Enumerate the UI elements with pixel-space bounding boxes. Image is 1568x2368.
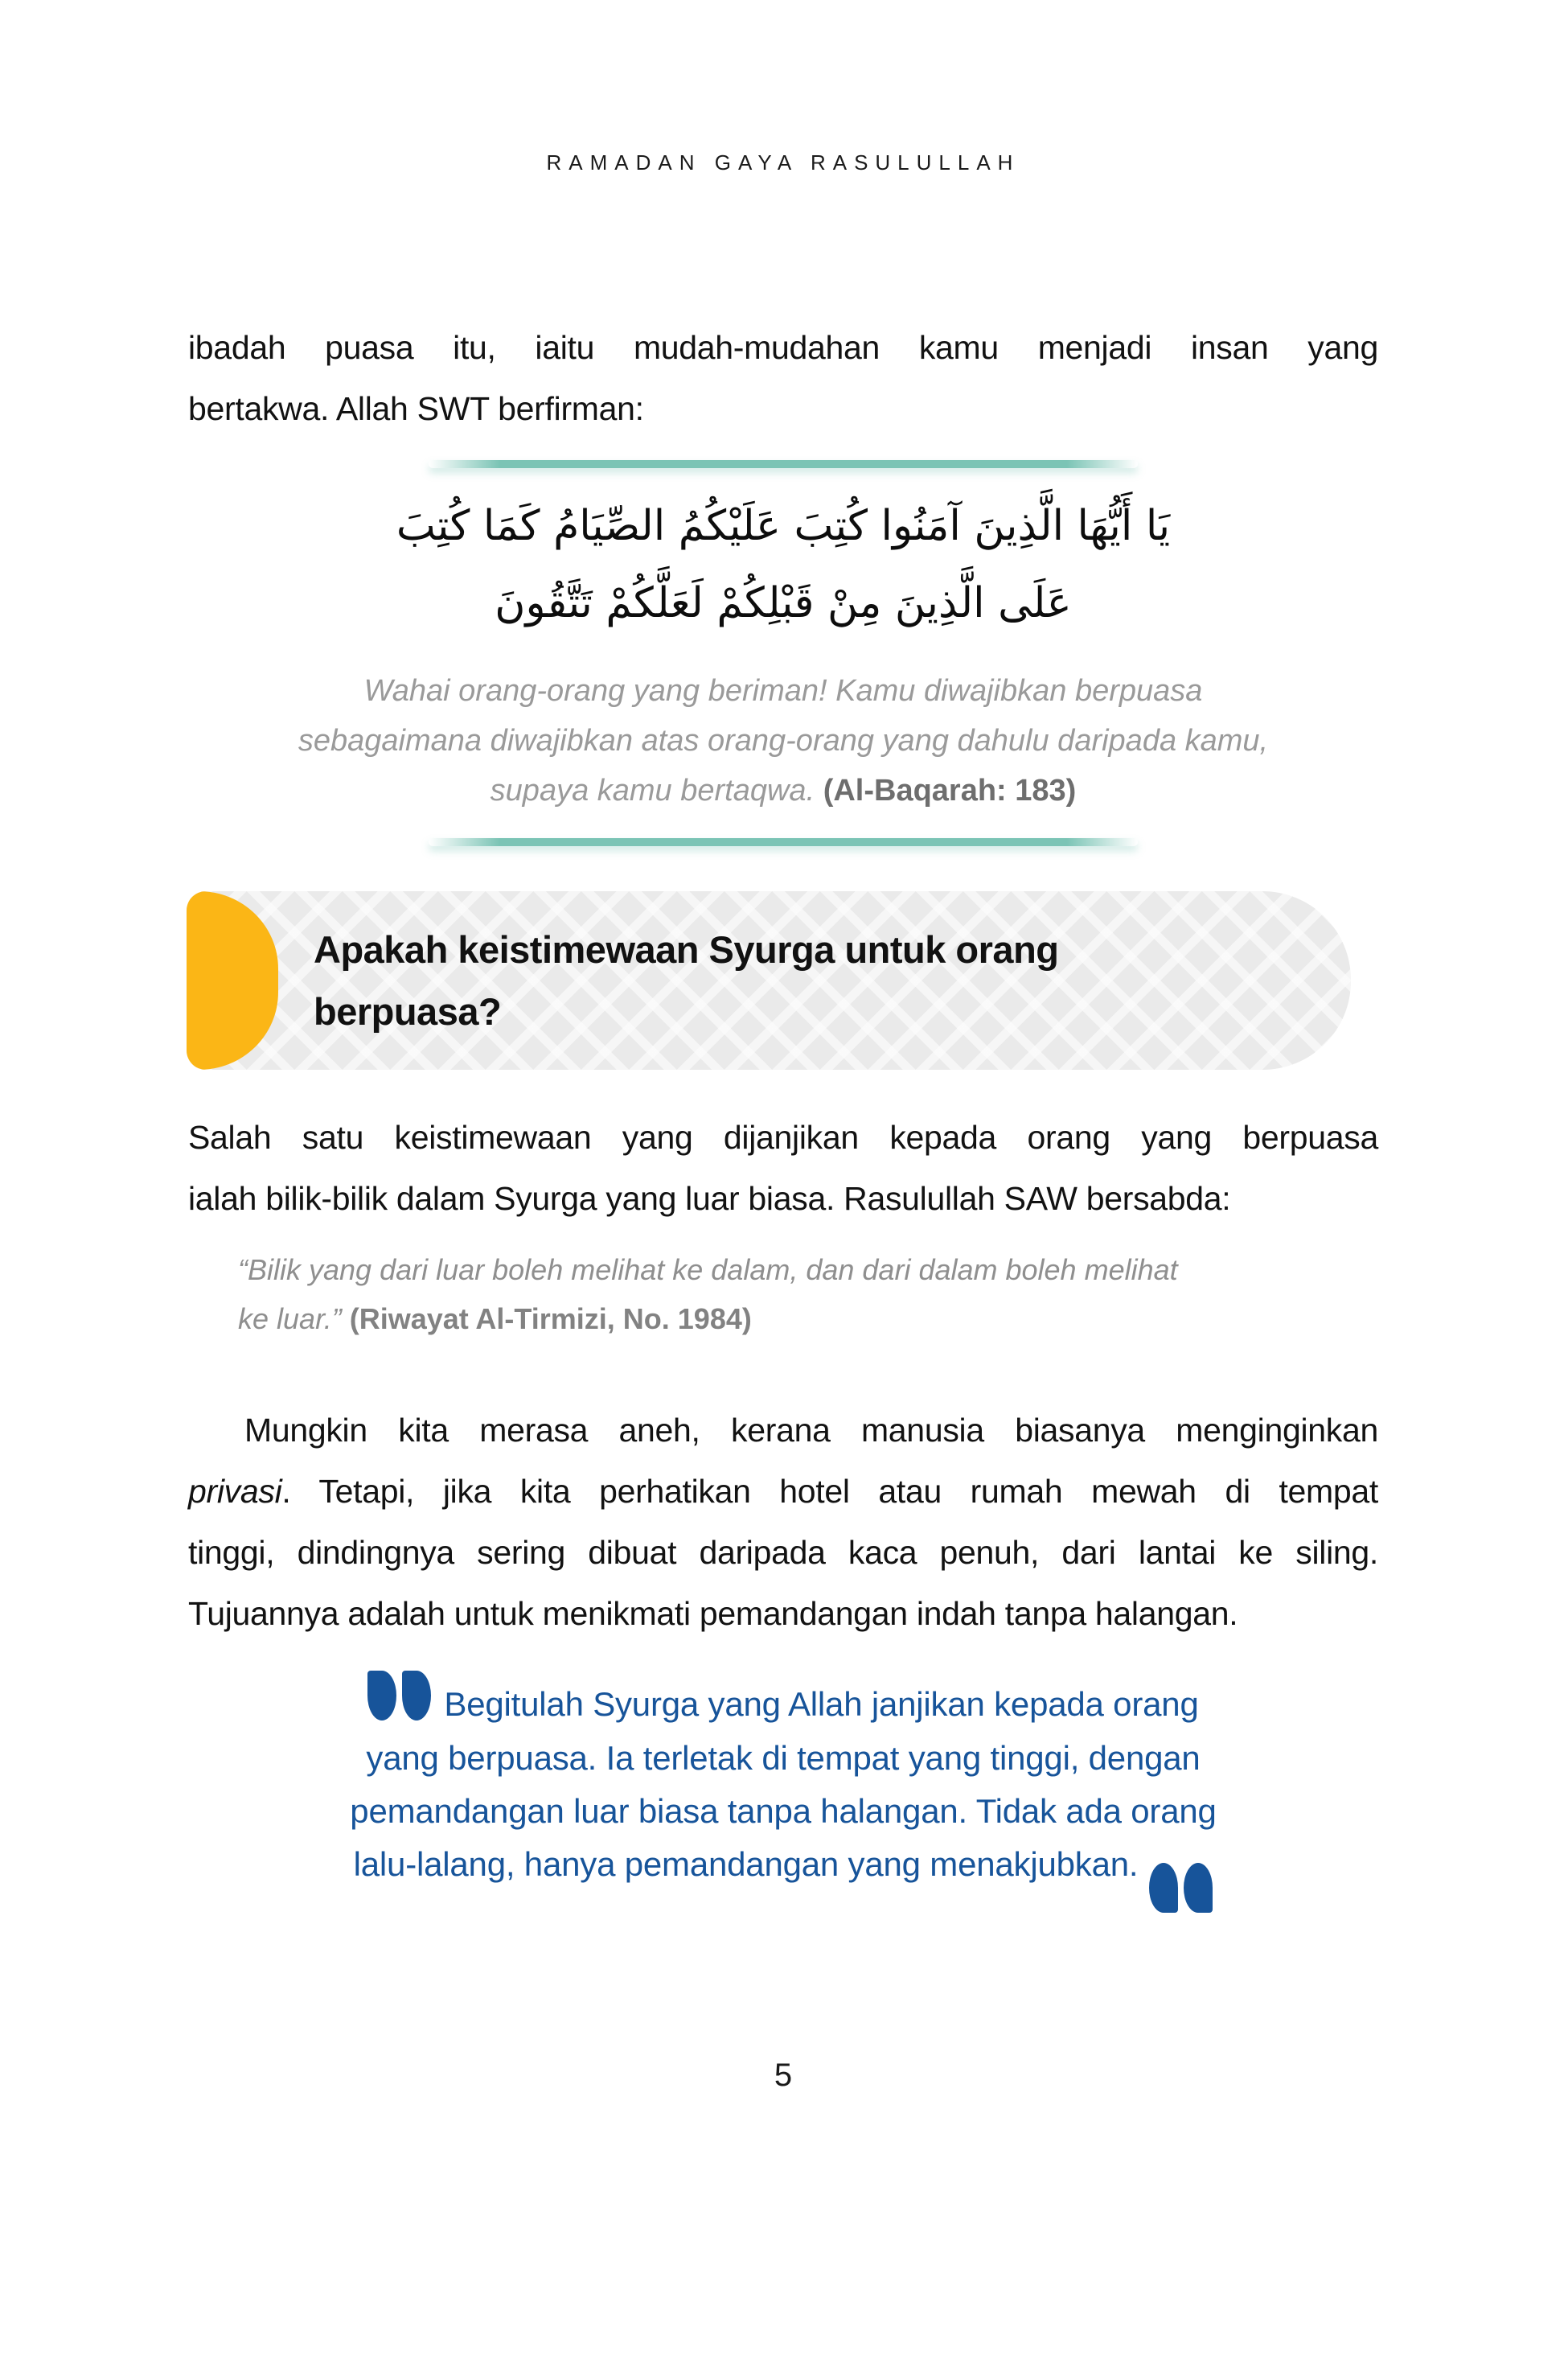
pull-quote-line: [188, 1838, 1378, 1892]
translation-line: sebagaimana diwajibkan atas orang-orang yang dahulu daripada kamu,: [298, 724, 1269, 758]
close-quote-icon: [1149, 1863, 1213, 1913]
paragraph-line: Mungkin kita merasa aneh, kerana manusia biasanya menginginkan: [244, 1412, 1378, 1449]
verse-reference: (Al-Baqarah: 183): [823, 774, 1077, 808]
translation-line: [188, 766, 1378, 816]
intro-paragraph: [188, 317, 1378, 439]
book-page: [0, 148, 1568, 2368]
open-quote-icon: [367, 1671, 431, 1720]
pull-quote-line: yang berpuasa. Ia terletak di tempat yang tinggi, dengan: [366, 1738, 1201, 1777]
pull-quote-line: [188, 1678, 1378, 1732]
pull-quote: [188, 1678, 1378, 1892]
body-paragraph: [188, 1107, 1378, 1229]
hadith-last-words: ke luar.”: [238, 1302, 350, 1335]
pull-quote-text: Begitulah Syurga yang Allah janjikan kepada orang: [444, 1685, 1199, 1723]
arabic-verse-line: عَلَى الَّذِينَ مِنْ قَبْلِكُمْ لَعَلَّكُمْ تَتَّقُونَ: [495, 579, 1072, 627]
italic-word: privasi: [188, 1473, 282, 1510]
pull-quote-line: pemandangan luar biasa tanpa halangan. Tidak ada orang: [350, 1791, 1217, 1830]
paragraph-line: Salah satu keistimewaan yang dijanjikan kepada orang yang berpuasa: [188, 1119, 1378, 1156]
arabic-verse-line: يَا أَيُّهَا الَّذِينَ آمَنُوا كُتِبَ عَلَيْكُمُ الصِّيَامُ كَمَا كُتِبَ: [396, 502, 1171, 550]
hadith-line: “Bilik yang dari luar boleh melihat ke dalam, dan dari dalam boleh melihat: [238, 1253, 1178, 1286]
hadith-reference: (Riwayat Al-Tirmizi, No. 1984): [349, 1302, 752, 1335]
paragraph-line: ialah bilik-bilik dalam Syurga yang luar biasa. Rasulullah SAW bersabda:: [188, 1180, 1231, 1217]
hadith-quote: [188, 1245, 1378, 1343]
pull-quote-text: lalu-lalang, hanya pemandangan yang menakjubkan.: [353, 1844, 1139, 1883]
section-heading-banner: [187, 891, 1351, 1070]
section-heading: [187, 891, 1351, 1070]
paragraph-line: [188, 1461, 1378, 1522]
translation-line: Wahai orang-orang yang beriman! Kamu diwajibkan berpuasa: [363, 674, 1203, 708]
paragraph-line-rest: . Tetapi, jika kita perhatikan hotel atau rumah mewah di tempat: [281, 1473, 1378, 1510]
paragraph-line: tinggi, dindingnya sering dibuat daripada kaca penuh, dari lantai ke siling.: [188, 1534, 1378, 1571]
verse-translation: [188, 666, 1378, 816]
paragraph-line: Tujuannya adalah untuk menikmati pemandangan indah tanpa halangan.: [188, 1595, 1238, 1632]
hadith-line: [238, 1294, 1314, 1343]
page-number: 5: [774, 2057, 793, 2093]
body-paragraph: [188, 1400, 1378, 1644]
quran-verse-arabic: [188, 487, 1378, 642]
section-divider-bottom: [429, 838, 1138, 846]
section-heading-line: berpuasa?: [314, 990, 502, 1033]
section-divider-top: [429, 460, 1138, 468]
translation-last-words: supaya kamu bertaqwa.: [490, 774, 823, 808]
section-heading-line: Apakah keistimewaan Syurga untuk orang: [314, 928, 1059, 971]
paragraph-line: ibadah puasa itu, iaitu mudah-mudahan kamu menjadi insan yang: [188, 329, 1378, 366]
paragraph-line: bertakwa. Allah SWT berfirman:: [188, 390, 644, 427]
page-header-title: RAMADAN GAYA RASULULLAH: [546, 150, 1020, 175]
